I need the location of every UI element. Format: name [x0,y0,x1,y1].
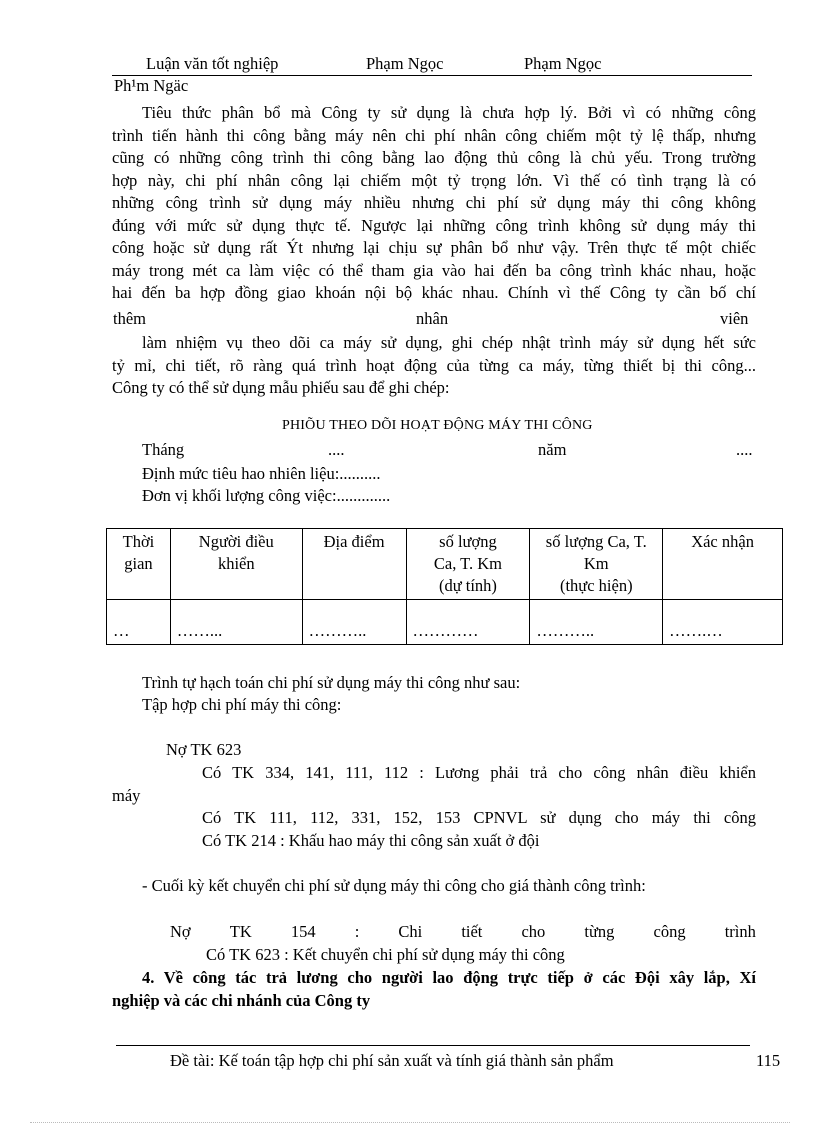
table-cell: …….… [663,600,783,645]
section-heading-line2: nghiệp và các chi nhánh của Công ty [112,991,371,1010]
table-cell: ……….. [530,600,663,645]
intro-line: hợp này, chi phí nhân công lại chiếm một tỷ trọng lớn. Vì thế có tình trạng là có [112,170,756,190]
credit-334-continued: máy [112,786,141,805]
intro-line: những công trình sử dụng máy nhiều nhưng chi phí sử dụng máy thi công không [112,193,756,212]
intro-line: Tiêu thức phân bổ mà Công ty sử dụng là chưa hợp lý. Bởi vì có những công [142,103,756,122]
header-cell-actual: số lượng Ca, T. Km (thực hiện) [530,529,663,600]
volume-unit-field: Đơn vị khối lượng công việc:............. [142,486,391,505]
footer-rule [116,1045,750,1046]
section-heading-line1: 4. Về công tác trả lương cho người lao động trực tiếp ở các Đội xây lắp, Xí [142,968,756,987]
intro-line: hai đến ba hợp đồng giao khoán nội bộ khác nhau. Chính vì thế Công ty cần bố chí [112,283,756,302]
table-cell: ……….. [302,600,406,645]
header-cell-planned: số lượng Ca, T. Km (dự tính) [406,529,530,600]
header-author-1: Phạm Ngọc [366,54,444,73]
credit-334: Có TK 334, 141, 111, 112 : Lương phải trả cho công nhân điều khiển [202,763,756,782]
credit-623: Có TK 623 : Kết chuyển chi phí sử dụng máy thi công [206,945,565,964]
header-cell-location: Địa điểm [302,529,406,600]
gap-word-2: nhân [416,309,449,328]
debit-623: Nợ TK 623 [166,740,242,759]
header-cell-confirm: Xác nhận [663,529,783,600]
year-dots: .... [736,440,753,459]
header-thesis-label: Luận văn tốt nghiệp [146,54,279,73]
credit-111: Có TK 111, 112, 331, 152, 153 CPNVL sử dụng cho máy thi công [202,808,756,827]
intro-line: cũng có những công trình thi công bằng lao động thủ công là chủ yếu. Trong trường [112,148,756,167]
year-label: năm [538,440,567,459]
credit-214: Có TK 214 : Khấu hao máy thi công sản xuất ở đội [202,831,540,850]
debit-154-line: Nợ TK 154 : Chi tiết cho từng công trình [170,922,756,941]
intro-tail-paragraph [112,332,756,400]
intro-tail-line: làm nhiệm vụ theo dõi ca máy sử dụng, ghi chép nhật trình máy sử dụng hết sức [142,333,756,352]
intro-line: đúng với mức sử dụng thực tế. Ngược lại những công trình không sử dụng máy thi [112,215,756,235]
header-cell-time: Thời gian [107,529,171,600]
page-number: 115 [756,1051,781,1070]
intro-tail-line: tỷ mỉ, chi tiết, rõ ràng quá trình hoạt động của từng ca máy, từng thiết bị thi công... [112,355,756,375]
table-row [107,600,783,645]
footer-topic: Đề tài: Kế toán tập hợp chi phí sản xuất và tính giá thành sản phẩm [170,1051,614,1070]
table-cell: ……... [170,600,302,645]
month-label: Tháng [142,440,185,459]
intro-line: công hoặc sử dụng rất Ýt nhưng lại chịu sự phân bổ như vậy. Trên thực tế một chiếc [112,238,756,257]
fuel-norm-field: Định mức tiêu hao nhiên liệu:.......... [142,464,381,483]
month-dots: .... [328,440,345,459]
intro-line: máy trong mét ca làm việc có thể tham gia vào hai đến ba công trình khác nhau, hoặc [112,260,756,280]
table-header-row [107,529,783,600]
procedure-intro: Trình tự hạch toán chi phí sử dụng máy thi công như sau: [142,673,521,692]
table-cell: ………… [406,600,530,645]
form-title: PHIÕU THEO DÕI HOẠT ĐỘNG MÁY THI CÔNG [282,418,593,433]
intro-paragraph [112,102,756,305]
gap-word-3: viên [720,309,749,328]
machine-log-table [106,528,783,645]
header-cell-operator: Người điều khiển [170,529,302,600]
header-author-encoded: Ph¹m Ngäc [114,76,189,95]
procedure-collect: Tập hợp chi phí máy thi công: [142,695,342,714]
header-rule [112,75,752,76]
closing-transfer: - Cuối kỳ kết chuyển chi phí sử dụng máy thi công cho giá thành công trình: [142,876,646,895]
table-cell: … [107,600,171,645]
intro-tail-line: Công ty có thể sử dụng mẫu phiếu sau để ghi chép: [112,378,450,397]
header-author-2: Phạm Ngọc [524,54,602,73]
gap-word-1: thêm [113,309,146,328]
intro-line: trình tiến hành thi công bằng máy nên chi phí nhân công chiếm một tỷ lệ thấp, nhưng [112,125,756,145]
